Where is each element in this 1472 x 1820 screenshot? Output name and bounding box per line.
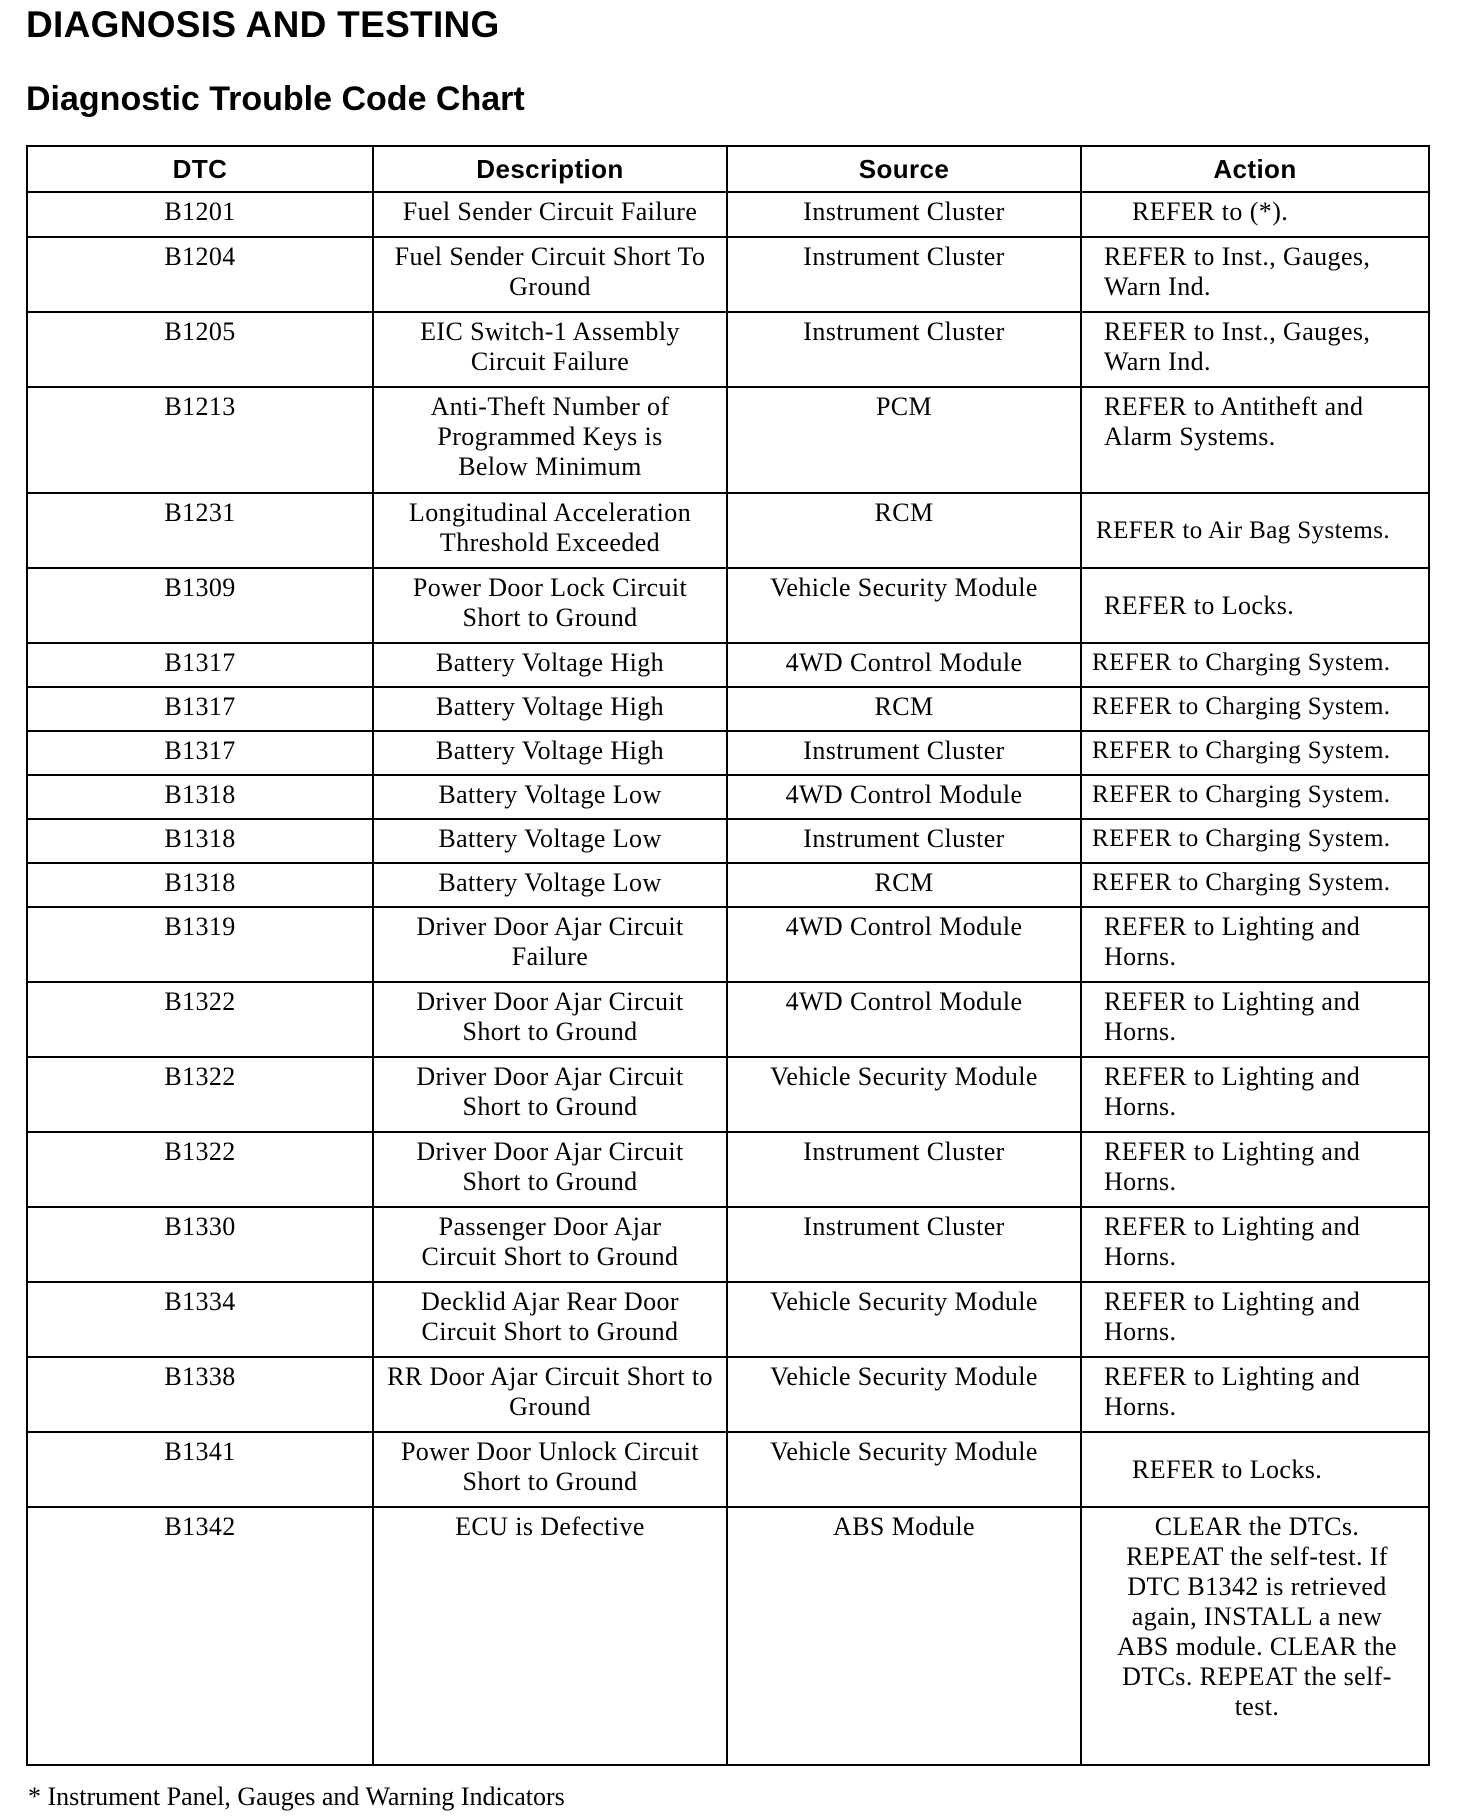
cell-dtc: B1205 bbox=[27, 312, 373, 387]
cell-description: Fuel Sender Circuit Short To Ground bbox=[373, 237, 727, 312]
cell-source: Instrument Cluster bbox=[727, 237, 1081, 312]
cell-source: Instrument Cluster bbox=[727, 192, 1081, 237]
table-row bbox=[27, 1357, 1429, 1432]
dtc-chart-table bbox=[26, 145, 1430, 1766]
cell-description: ECU is Defective bbox=[373, 1507, 727, 1765]
cell-action: REFER to Lighting and Horns. bbox=[1081, 1357, 1429, 1432]
cell-dtc: B1317 bbox=[27, 643, 373, 687]
cell-source: RCM bbox=[727, 687, 1081, 731]
header-source: Source bbox=[727, 146, 1081, 192]
cell-description: Battery Voltage Low bbox=[373, 819, 727, 863]
cell-description: Fuel Sender Circuit Failure bbox=[373, 192, 727, 237]
cell-source: 4WD Control Module bbox=[727, 907, 1081, 982]
cell-action: REFER to Charging System. bbox=[1081, 643, 1429, 687]
table-row bbox=[27, 1507, 1429, 1765]
table-header-row bbox=[27, 146, 1429, 192]
cell-dtc: B1318 bbox=[27, 775, 373, 819]
cell-source: ABS Module bbox=[727, 1507, 1081, 1765]
header-dtc: DTC bbox=[27, 146, 373, 192]
cell-description: Driver Door Ajar Circuit Short to Ground bbox=[373, 1057, 727, 1132]
cell-action: REFER to Lighting and Horns. bbox=[1081, 907, 1429, 982]
cell-dtc: B1231 bbox=[27, 493, 373, 568]
cell-description: Battery Voltage High bbox=[373, 643, 727, 687]
cell-action: REFER to (*). bbox=[1081, 192, 1429, 237]
cell-dtc: B1317 bbox=[27, 731, 373, 775]
cell-description: Battery Voltage High bbox=[373, 687, 727, 731]
table-row bbox=[27, 1132, 1429, 1207]
table-row bbox=[27, 819, 1429, 863]
cell-description: Battery Voltage High bbox=[373, 731, 727, 775]
cell-dtc: B1319 bbox=[27, 907, 373, 982]
table-row bbox=[27, 192, 1429, 237]
table-row bbox=[27, 731, 1429, 775]
cell-description: Longitudinal Acceleration Threshold Exceeded bbox=[373, 493, 727, 568]
cell-dtc: B1213 bbox=[27, 387, 373, 493]
cell-action: REFER to Antitheft and Alarm Systems. bbox=[1081, 387, 1429, 493]
cell-dtc: B1322 bbox=[27, 1057, 373, 1132]
cell-action: REFER to Lighting and Horns. bbox=[1081, 1207, 1429, 1282]
table-row bbox=[27, 312, 1429, 387]
table-row bbox=[27, 1282, 1429, 1357]
cell-action: REFER to Charging System. bbox=[1081, 863, 1429, 907]
cell-dtc: B1322 bbox=[27, 982, 373, 1057]
cell-dtc: B1318 bbox=[27, 863, 373, 907]
cell-action: REFER to Locks. bbox=[1081, 1432, 1429, 1507]
cell-action: REFER to Charging System. bbox=[1081, 775, 1429, 819]
table-row bbox=[27, 643, 1429, 687]
cell-source: 4WD Control Module bbox=[727, 775, 1081, 819]
cell-dtc: B1317 bbox=[27, 687, 373, 731]
cell-description: Battery Voltage Low bbox=[373, 863, 727, 907]
cell-dtc: B1338 bbox=[27, 1357, 373, 1432]
header-description: Description bbox=[373, 146, 727, 192]
cell-action: REFER to Charging System. bbox=[1081, 819, 1429, 863]
table-row bbox=[27, 1057, 1429, 1132]
table-row bbox=[27, 568, 1429, 643]
cell-action: REFER to Lighting and Horns. bbox=[1081, 1282, 1429, 1357]
cell-description: Decklid Ajar Rear Door Circuit Short to Ground bbox=[373, 1282, 727, 1357]
cell-action: REFER to Inst., Gauges, Warn Ind. bbox=[1081, 237, 1429, 312]
cell-source: Instrument Cluster bbox=[727, 819, 1081, 863]
cell-dtc: B1318 bbox=[27, 819, 373, 863]
table-row bbox=[27, 387, 1429, 493]
cell-dtc: B1204 bbox=[27, 237, 373, 312]
cell-description: Passenger Door Ajar Circuit Short to Ground bbox=[373, 1207, 727, 1282]
cell-action: REFER to Inst., Gauges, Warn Ind. bbox=[1081, 312, 1429, 387]
cell-source: Instrument Cluster bbox=[727, 731, 1081, 775]
table-row bbox=[27, 687, 1429, 731]
cell-description: Power Door Unlock Circuit Short to Ground bbox=[373, 1432, 727, 1507]
cell-description: RR Door Ajar Circuit Short to Ground bbox=[373, 1357, 727, 1432]
cell-dtc: B1341 bbox=[27, 1432, 373, 1507]
cell-source: Vehicle Security Module bbox=[727, 1057, 1081, 1132]
table-row bbox=[27, 1207, 1429, 1282]
cell-action: REFER to Air Bag Systems. bbox=[1081, 493, 1429, 568]
cell-source: Instrument Cluster bbox=[727, 312, 1081, 387]
section-title: Diagnostic Trouble Code Chart bbox=[26, 80, 525, 118]
cell-action: CLEAR the DTCs. REPEAT the self-test. If DTC B1342 is retrieved again, INSTALL a new ABS module. CLEAR the DTCs. REPEAT the self-test. bbox=[1081, 1507, 1429, 1765]
cell-dtc: B1330 bbox=[27, 1207, 373, 1282]
cell-source: 4WD Control Module bbox=[727, 643, 1081, 687]
cell-dtc: B1201 bbox=[27, 192, 373, 237]
cell-source: RCM bbox=[727, 493, 1081, 568]
table-row bbox=[27, 237, 1429, 312]
cell-action: REFER to Lighting and Horns. bbox=[1081, 1132, 1429, 1207]
cell-description: Driver Door Ajar Circuit Short to Ground bbox=[373, 982, 727, 1057]
cell-action: REFER to Lighting and Horns. bbox=[1081, 1057, 1429, 1132]
cell-source: Vehicle Security Module bbox=[727, 1357, 1081, 1432]
cell-source: Vehicle Security Module bbox=[727, 568, 1081, 643]
cell-dtc: B1342 bbox=[27, 1507, 373, 1765]
cell-dtc: B1334 bbox=[27, 1282, 373, 1357]
footnote: * Instrument Panel, Gauges and Warning Indicators bbox=[28, 1782, 565, 1811]
cell-source: 4WD Control Module bbox=[727, 982, 1081, 1057]
table-row bbox=[27, 1432, 1429, 1507]
cell-source: Vehicle Security Module bbox=[727, 1432, 1081, 1507]
cell-source: Instrument Cluster bbox=[727, 1132, 1081, 1207]
cell-source: Instrument Cluster bbox=[727, 1207, 1081, 1282]
cell-description: Battery Voltage Low bbox=[373, 775, 727, 819]
table-row bbox=[27, 907, 1429, 982]
table-row bbox=[27, 863, 1429, 907]
cell-action: REFER to Locks. bbox=[1081, 568, 1429, 643]
cell-description: EIC Switch-1 Assembly Circuit Failure bbox=[373, 312, 727, 387]
cell-description: Driver Door Ajar Circuit Short to Ground bbox=[373, 1132, 727, 1207]
cell-action: REFER to Charging System. bbox=[1081, 731, 1429, 775]
cell-action: REFER to Charging System. bbox=[1081, 687, 1429, 731]
cell-dtc: B1309 bbox=[27, 568, 373, 643]
cell-action: REFER to Lighting and Horns. bbox=[1081, 982, 1429, 1057]
cell-description: Power Door Lock Circuit Short to Ground bbox=[373, 568, 727, 643]
cell-dtc: B1322 bbox=[27, 1132, 373, 1207]
table-row bbox=[27, 775, 1429, 819]
cell-source: Vehicle Security Module bbox=[727, 1282, 1081, 1357]
table-row bbox=[27, 982, 1429, 1057]
table-row bbox=[27, 493, 1429, 568]
cell-source: RCM bbox=[727, 863, 1081, 907]
page-title: DIAGNOSIS AND TESTING bbox=[26, 4, 500, 45]
header-action: Action bbox=[1081, 146, 1429, 192]
cell-description: Anti-Theft Number of Programmed Keys is Below Minimum bbox=[373, 387, 727, 493]
cell-source: PCM bbox=[727, 387, 1081, 493]
cell-description: Driver Door Ajar Circuit Failure bbox=[373, 907, 727, 982]
